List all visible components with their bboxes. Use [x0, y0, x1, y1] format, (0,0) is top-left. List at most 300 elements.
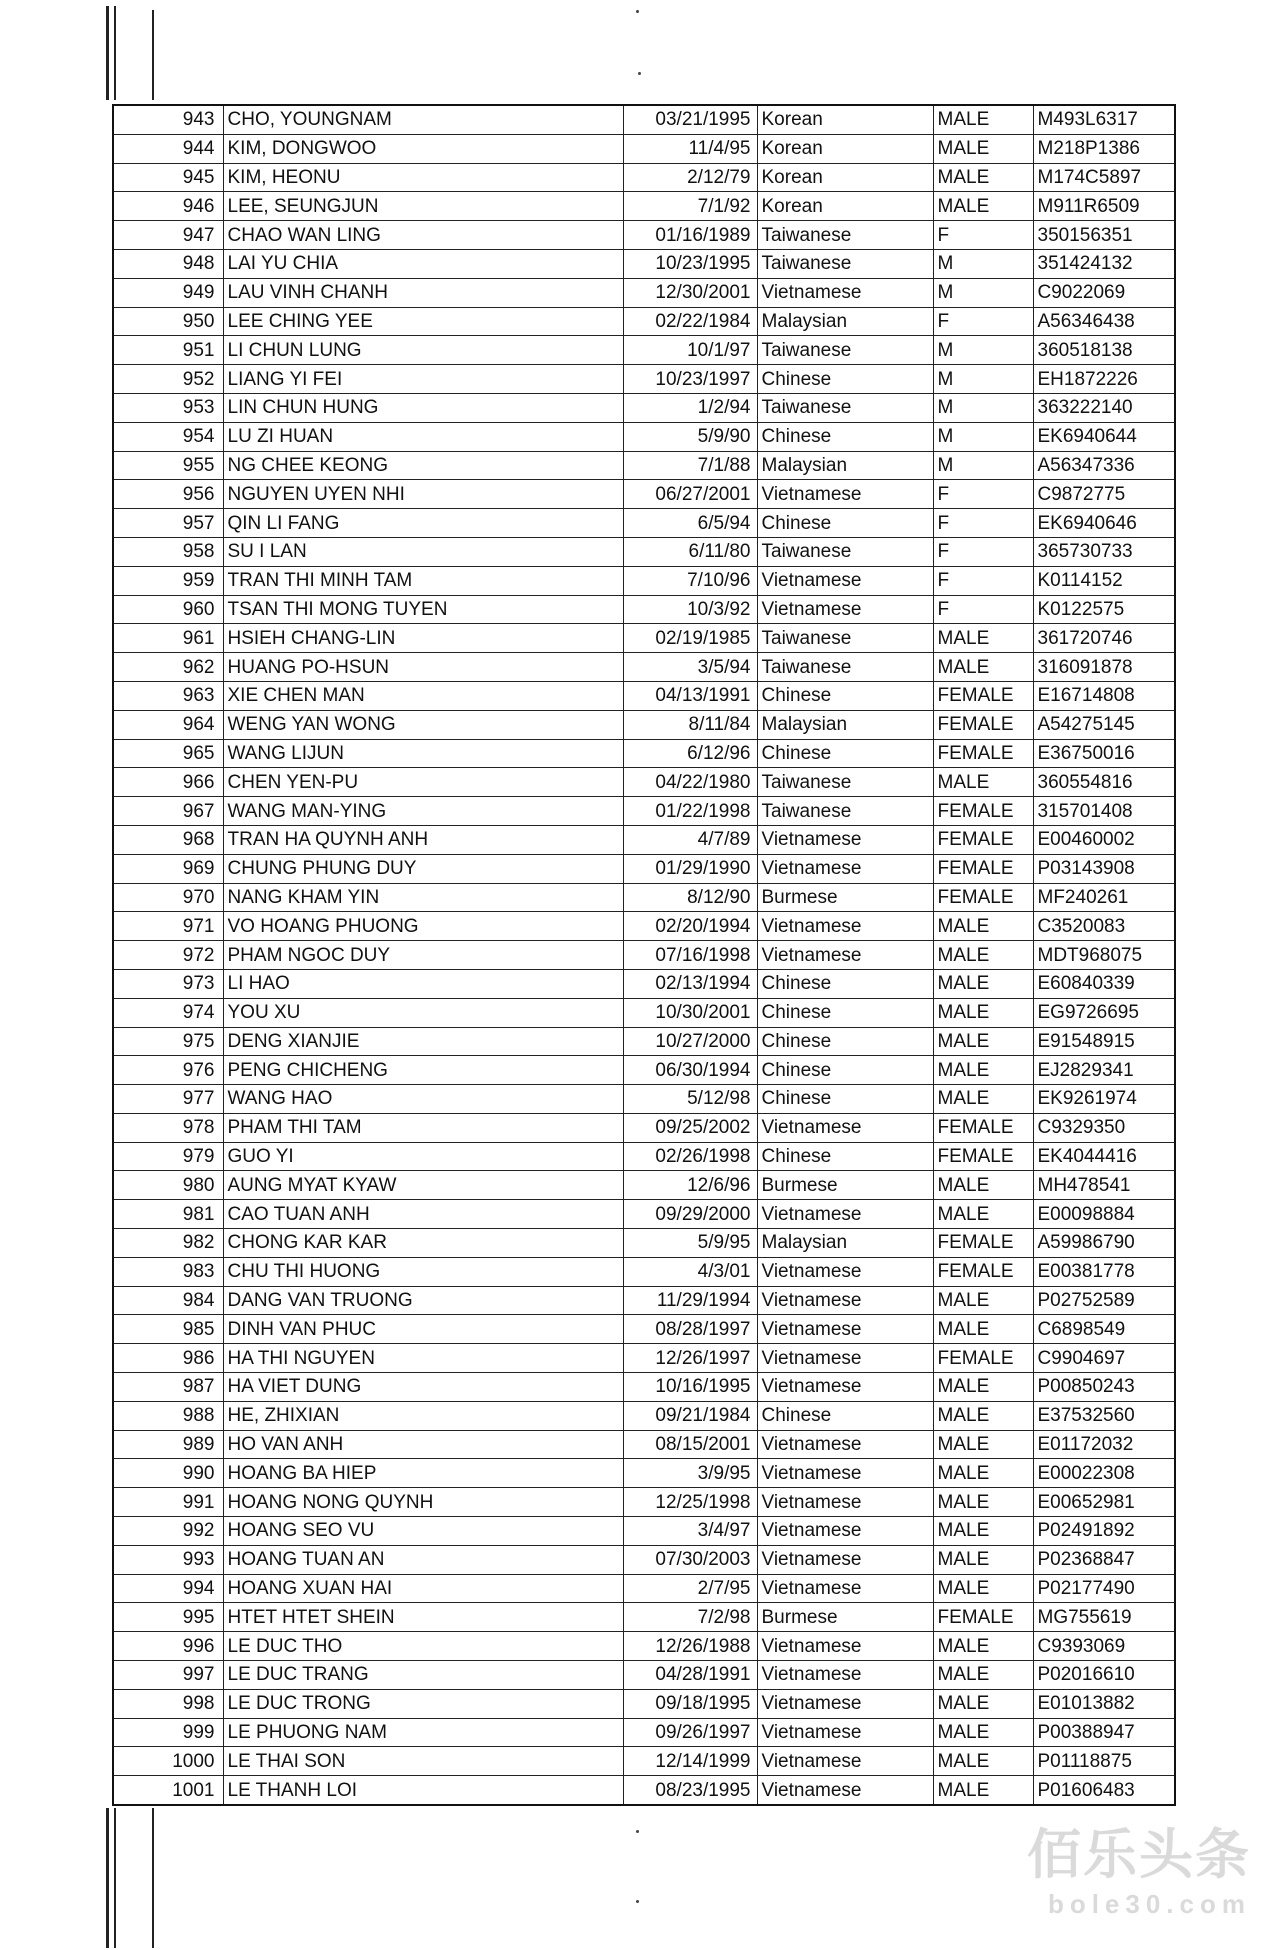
table-row — [113, 1027, 1175, 1056]
sex-cell: MALE — [933, 941, 1033, 970]
table-row — [113, 249, 1175, 278]
passport-number-cell: EG9726695 — [1033, 998, 1175, 1027]
nationality-cell: Vietnamese — [757, 1545, 933, 1574]
date-of-birth-cell: 8/11/84 — [623, 710, 757, 739]
row-number-cell: 975 — [113, 1027, 223, 1056]
date-of-birth-cell: 09/21/1984 — [623, 1401, 757, 1430]
date-of-birth-cell: 02/19/1985 — [623, 624, 757, 653]
passport-number-cell: A59986790 — [1033, 1229, 1175, 1258]
nationality-cell: Vietnamese — [757, 912, 933, 941]
person-name-cell: HO VAN ANH — [223, 1430, 623, 1459]
person-name-cell: CHUNG PHUNG DUY — [223, 854, 623, 883]
date-of-birth-cell: 08/15/2001 — [623, 1430, 757, 1459]
sex-cell: MALE — [933, 1459, 1033, 1488]
sex-cell: MALE — [933, 768, 1033, 797]
row-number-cell: 978 — [113, 1113, 223, 1142]
sex-cell: FEMALE — [933, 883, 1033, 912]
nationality-cell: Chinese — [757, 1027, 933, 1056]
table-body — [113, 105, 1175, 1805]
date-of-birth-cell: 03/21/1995 — [623, 105, 757, 134]
table-row — [113, 1776, 1175, 1805]
table-row — [113, 393, 1175, 422]
row-number-cell: 967 — [113, 797, 223, 826]
row-number-cell: 986 — [113, 1344, 223, 1373]
person-name-cell: HE, ZHIXIAN — [223, 1401, 623, 1430]
sex-cell: FEMALE — [933, 1142, 1033, 1171]
table-row — [113, 1689, 1175, 1718]
sex-cell: FEMALE — [933, 1229, 1033, 1258]
sex-cell: MALE — [933, 1171, 1033, 1200]
table-row — [113, 1401, 1175, 1430]
sex-cell: MALE — [933, 1430, 1033, 1459]
row-number-cell: 985 — [113, 1315, 223, 1344]
table-row — [113, 825, 1175, 854]
passport-number-cell: 315701408 — [1033, 797, 1175, 826]
nationality-cell: Burmese — [757, 883, 933, 912]
date-of-birth-cell: 10/23/1997 — [623, 365, 757, 394]
date-of-birth-cell: 12/6/96 — [623, 1171, 757, 1200]
sex-cell: F — [933, 595, 1033, 624]
binding-mark — [152, 10, 154, 100]
row-number-cell: 960 — [113, 595, 223, 624]
date-of-birth-cell: 6/12/96 — [623, 739, 757, 768]
person-name-cell: WENG YAN WONG — [223, 710, 623, 739]
nationality-cell: Vietnamese — [757, 595, 933, 624]
nationality-cell: Chinese — [757, 365, 933, 394]
scan-speck — [636, 10, 639, 13]
passenger-list-table — [112, 104, 1176, 1806]
table-row — [113, 192, 1175, 221]
date-of-birth-cell: 5/9/95 — [623, 1229, 757, 1258]
sex-cell: MALE — [933, 1661, 1033, 1690]
row-number-cell: 947 — [113, 221, 223, 250]
sex-cell: F — [933, 537, 1033, 566]
sex-cell: M — [933, 336, 1033, 365]
sex-cell: MALE — [933, 1056, 1033, 1085]
date-of-birth-cell: 7/2/98 — [623, 1603, 757, 1632]
date-of-birth-cell: 12/30/2001 — [623, 278, 757, 307]
row-number-cell: 969 — [113, 854, 223, 883]
date-of-birth-cell: 8/12/90 — [623, 883, 757, 912]
row-number-cell: 996 — [113, 1632, 223, 1661]
nationality-cell: Korean — [757, 192, 933, 221]
table-row — [113, 1315, 1175, 1344]
nationality-cell: Vietnamese — [757, 854, 933, 883]
row-number-cell: 962 — [113, 653, 223, 682]
passport-number-cell: E36750016 — [1033, 739, 1175, 768]
row-number-cell: 982 — [113, 1229, 223, 1258]
date-of-birth-cell: 1/2/94 — [623, 393, 757, 422]
row-number-cell: 997 — [113, 1661, 223, 1690]
scan-speck — [636, 1900, 639, 1903]
date-of-birth-cell: 01/22/1998 — [623, 797, 757, 826]
date-of-birth-cell: 07/30/2003 — [623, 1545, 757, 1574]
sex-cell: MALE — [933, 653, 1033, 682]
passport-number-cell: EK9261974 — [1033, 1085, 1175, 1114]
sex-cell: F — [933, 509, 1033, 538]
binding-mark — [106, 1808, 109, 1948]
row-number-cell: 981 — [113, 1200, 223, 1229]
table-row — [113, 653, 1175, 682]
passport-number-cell: P00388947 — [1033, 1718, 1175, 1747]
row-number-cell: 983 — [113, 1257, 223, 1286]
passport-number-cell: E00460002 — [1033, 825, 1175, 854]
nationality-cell: Chinese — [757, 1401, 933, 1430]
row-number-cell: 971 — [113, 912, 223, 941]
table-row — [113, 624, 1175, 653]
date-of-birth-cell: 02/26/1998 — [623, 1142, 757, 1171]
date-of-birth-cell: 3/4/97 — [623, 1517, 757, 1546]
table-row — [113, 451, 1175, 480]
date-of-birth-cell: 11/29/1994 — [623, 1286, 757, 1315]
table-row — [113, 883, 1175, 912]
sex-cell: MALE — [933, 1689, 1033, 1718]
table-row — [113, 480, 1175, 509]
table-row — [113, 912, 1175, 941]
date-of-birth-cell: 3/5/94 — [623, 653, 757, 682]
date-of-birth-cell: 5/9/90 — [623, 422, 757, 451]
sex-cell: MALE — [933, 1401, 1033, 1430]
row-number-cell: 945 — [113, 163, 223, 192]
passport-number-cell: EK6940646 — [1033, 509, 1175, 538]
row-number-cell: 1001 — [113, 1776, 223, 1805]
person-name-cell: PHAM THI TAM — [223, 1113, 623, 1142]
passport-number-cell: 360554816 — [1033, 768, 1175, 797]
table-row — [113, 1286, 1175, 1315]
table-row — [113, 278, 1175, 307]
nationality-cell: Vietnamese — [757, 1459, 933, 1488]
row-number-cell: 953 — [113, 393, 223, 422]
row-number-cell: 993 — [113, 1545, 223, 1574]
person-name-cell: XIE CHEN MAN — [223, 681, 623, 710]
row-number-cell: 968 — [113, 825, 223, 854]
table-row — [113, 336, 1175, 365]
date-of-birth-cell: 7/10/96 — [623, 566, 757, 595]
table-row — [113, 1747, 1175, 1776]
nationality-cell: Vietnamese — [757, 1113, 933, 1142]
person-name-cell: CHO, YOUNGNAM — [223, 105, 623, 134]
nationality-cell: Burmese — [757, 1603, 933, 1632]
table-row — [113, 1574, 1175, 1603]
row-number-cell: 952 — [113, 365, 223, 394]
row-number-cell: 1000 — [113, 1747, 223, 1776]
person-name-cell: LAU VINH CHANH — [223, 278, 623, 307]
person-name-cell: TSAN THI MONG TUYEN — [223, 595, 623, 624]
person-name-cell: LI HAO — [223, 969, 623, 998]
passport-number-cell: 360518138 — [1033, 336, 1175, 365]
passport-number-cell: C6898549 — [1033, 1315, 1175, 1344]
table-row — [113, 1373, 1175, 1402]
sex-cell: MALE — [933, 192, 1033, 221]
sex-cell: MALE — [933, 134, 1033, 163]
table-row — [113, 422, 1175, 451]
passport-number-cell: EH1872226 — [1033, 365, 1175, 394]
table-row — [113, 1632, 1175, 1661]
table-row — [113, 1459, 1175, 1488]
passport-number-cell: 350156351 — [1033, 221, 1175, 250]
passport-number-cell: A56346438 — [1033, 307, 1175, 336]
row-number-cell: 999 — [113, 1718, 223, 1747]
table-row — [113, 105, 1175, 134]
row-number-cell: 995 — [113, 1603, 223, 1632]
person-name-cell: PHAM NGOC DUY — [223, 941, 623, 970]
row-number-cell: 976 — [113, 1056, 223, 1085]
date-of-birth-cell: 3/9/95 — [623, 1459, 757, 1488]
nationality-cell: Vietnamese — [757, 1373, 933, 1402]
passport-number-cell: M174C5897 — [1033, 163, 1175, 192]
date-of-birth-cell: 12/26/1997 — [623, 1344, 757, 1373]
passport-number-cell: P02491892 — [1033, 1517, 1175, 1546]
passport-number-cell: E01013882 — [1033, 1689, 1175, 1718]
passport-number-cell: P03143908 — [1033, 854, 1175, 883]
watermark-sub: bole30.com — [1047, 1889, 1251, 1919]
person-name-cell: HOANG NONG QUYNH — [223, 1488, 623, 1517]
sex-cell: MALE — [933, 1517, 1033, 1546]
person-name-cell: LI CHUN LUNG — [223, 336, 623, 365]
sex-cell: M — [933, 451, 1033, 480]
sex-cell: MALE — [933, 969, 1033, 998]
date-of-birth-cell: 02/20/1994 — [623, 912, 757, 941]
nationality-cell: Malaysian — [757, 307, 933, 336]
date-of-birth-cell: 09/29/2000 — [623, 1200, 757, 1229]
passport-number-cell: M493L6317 — [1033, 105, 1175, 134]
sex-cell: M — [933, 422, 1033, 451]
row-number-cell: 951 — [113, 336, 223, 365]
row-number-cell: 954 — [113, 422, 223, 451]
sex-cell: F — [933, 480, 1033, 509]
passport-number-cell: MG755619 — [1033, 1603, 1175, 1632]
person-name-cell: LU ZI HUAN — [223, 422, 623, 451]
person-name-cell: LEE CHING YEE — [223, 307, 623, 336]
passport-number-cell: P02368847 — [1033, 1545, 1175, 1574]
passport-number-cell: EK4044416 — [1033, 1142, 1175, 1171]
row-number-cell: 956 — [113, 480, 223, 509]
sex-cell: MALE — [933, 1027, 1033, 1056]
date-of-birth-cell: 12/14/1999 — [623, 1747, 757, 1776]
person-name-cell: QIN LI FANG — [223, 509, 623, 538]
date-of-birth-cell: 10/1/97 — [623, 336, 757, 365]
table-row — [113, 1171, 1175, 1200]
row-number-cell: 970 — [113, 883, 223, 912]
scan-speck — [636, 1830, 639, 1833]
row-number-cell: 958 — [113, 537, 223, 566]
sex-cell: FEMALE — [933, 710, 1033, 739]
sex-cell: FEMALE — [933, 681, 1033, 710]
nationality-cell: Taiwanese — [757, 537, 933, 566]
table-row — [113, 1200, 1175, 1229]
date-of-birth-cell: 10/30/2001 — [623, 998, 757, 1027]
row-number-cell: 966 — [113, 768, 223, 797]
nationality-cell: Vietnamese — [757, 1257, 933, 1286]
row-number-cell: 944 — [113, 134, 223, 163]
table-row — [113, 1056, 1175, 1085]
sex-cell: FEMALE — [933, 1113, 1033, 1142]
person-name-cell: HA THI NGUYEN — [223, 1344, 623, 1373]
watermark-main: 佰乐头条 — [1027, 1825, 1251, 1885]
table-row — [113, 365, 1175, 394]
row-number-cell: 980 — [113, 1171, 223, 1200]
passport-number-cell: 361720746 — [1033, 624, 1175, 653]
nationality-cell: Vietnamese — [757, 1200, 933, 1229]
scan-speck — [638, 72, 641, 75]
nationality-cell: Vietnamese — [757, 1315, 933, 1344]
passport-number-cell: E91548915 — [1033, 1027, 1175, 1056]
date-of-birth-cell: 7/1/92 — [623, 192, 757, 221]
date-of-birth-cell: 08/23/1995 — [623, 1776, 757, 1805]
person-name-cell: HOANG TUAN AN — [223, 1545, 623, 1574]
date-of-birth-cell: 10/16/1995 — [623, 1373, 757, 1402]
passport-number-cell: K0122575 — [1033, 595, 1175, 624]
date-of-birth-cell: 01/29/1990 — [623, 854, 757, 883]
date-of-birth-cell: 07/16/1998 — [623, 941, 757, 970]
passport-number-cell: E00652981 — [1033, 1488, 1175, 1517]
nationality-cell: Vietnamese — [757, 1286, 933, 1315]
nationality-cell: Chinese — [757, 681, 933, 710]
date-of-birth-cell: 08/28/1997 — [623, 1315, 757, 1344]
sex-cell: MALE — [933, 998, 1033, 1027]
person-name-cell: LE DUC THO — [223, 1632, 623, 1661]
passport-number-cell: E16714808 — [1033, 681, 1175, 710]
passport-number-cell: P02016610 — [1033, 1661, 1175, 1690]
date-of-birth-cell: 06/27/2001 — [623, 480, 757, 509]
passport-number-cell: 363222140 — [1033, 393, 1175, 422]
row-number-cell: 974 — [113, 998, 223, 1027]
passport-number-cell: P02177490 — [1033, 1574, 1175, 1603]
person-name-cell: LIANG YI FEI — [223, 365, 623, 394]
row-number-cell: 989 — [113, 1430, 223, 1459]
nationality-cell: Vietnamese — [757, 1747, 933, 1776]
passport-number-cell: M911R6509 — [1033, 192, 1175, 221]
table-row — [113, 134, 1175, 163]
sex-cell: FEMALE — [933, 797, 1033, 826]
table-row — [113, 1257, 1175, 1286]
nationality-cell: Chinese — [757, 1085, 933, 1114]
table-row — [113, 537, 1175, 566]
sex-cell: M — [933, 278, 1033, 307]
nationality-cell: Vietnamese — [757, 480, 933, 509]
table-row — [113, 797, 1175, 826]
row-number-cell: 949 — [113, 278, 223, 307]
table-row — [113, 221, 1175, 250]
row-number-cell: 959 — [113, 566, 223, 595]
person-name-cell: LE THANH LOI — [223, 1776, 623, 1805]
table-row — [113, 1545, 1175, 1574]
person-name-cell: WANG LIJUN — [223, 739, 623, 768]
nationality-cell: Chinese — [757, 1142, 933, 1171]
person-name-cell: HTET HTET SHEIN — [223, 1603, 623, 1632]
nationality-cell: Vietnamese — [757, 278, 933, 307]
date-of-birth-cell: 09/18/1995 — [623, 1689, 757, 1718]
nationality-cell: Chinese — [757, 739, 933, 768]
binding-mark — [152, 1808, 154, 1948]
passport-number-cell: C9872775 — [1033, 480, 1175, 509]
watermark — [1027, 1812, 1251, 1920]
table-row — [113, 566, 1175, 595]
sex-cell: MALE — [933, 912, 1033, 941]
passport-number-cell: P01606483 — [1033, 1776, 1175, 1805]
row-number-cell: 946 — [113, 192, 223, 221]
table-row — [113, 998, 1175, 1027]
nationality-cell: Vietnamese — [757, 1632, 933, 1661]
sex-cell: FEMALE — [933, 1257, 1033, 1286]
table-row — [113, 307, 1175, 336]
row-number-cell: 948 — [113, 249, 223, 278]
nationality-cell: Vietnamese — [757, 1574, 933, 1603]
person-name-cell: HUANG PO-HSUN — [223, 653, 623, 682]
passport-number-cell: 316091878 — [1033, 653, 1175, 682]
table-row — [113, 1085, 1175, 1114]
person-name-cell: DENG XIANJIE — [223, 1027, 623, 1056]
person-name-cell: HA VIET DUNG — [223, 1373, 623, 1402]
date-of-birth-cell: 11/4/95 — [623, 134, 757, 163]
nationality-cell: Malaysian — [757, 1229, 933, 1258]
passport-number-cell: C9022069 — [1033, 278, 1175, 307]
person-name-cell: LE DUC TRANG — [223, 1661, 623, 1690]
nationality-cell: Vietnamese — [757, 1344, 933, 1373]
date-of-birth-cell: 5/12/98 — [623, 1085, 757, 1114]
passport-number-cell: P02752589 — [1033, 1286, 1175, 1315]
table-row — [113, 1344, 1175, 1373]
binding-mark — [114, 1808, 116, 1948]
passport-number-cell: E00022308 — [1033, 1459, 1175, 1488]
binding-mark — [106, 6, 109, 100]
date-of-birth-cell: 6/11/80 — [623, 537, 757, 566]
sex-cell: MALE — [933, 1718, 1033, 1747]
date-of-birth-cell: 7/1/88 — [623, 451, 757, 480]
person-name-cell: CHONG KAR KAR — [223, 1229, 623, 1258]
passport-number-cell: C9329350 — [1033, 1113, 1175, 1142]
person-name-cell: TRAN THI MINH TAM — [223, 566, 623, 595]
row-number-cell: 977 — [113, 1085, 223, 1114]
person-name-cell: HOANG XUAN HAI — [223, 1574, 623, 1603]
passport-number-cell: P00850243 — [1033, 1373, 1175, 1402]
row-number-cell: 964 — [113, 710, 223, 739]
table-row — [113, 509, 1175, 538]
table-row — [113, 941, 1175, 970]
sex-cell: FEMALE — [933, 1603, 1033, 1632]
date-of-birth-cell: 02/22/1984 — [623, 307, 757, 336]
sex-cell: M — [933, 365, 1033, 394]
sex-cell: MALE — [933, 1545, 1033, 1574]
person-name-cell: CAO TUAN ANH — [223, 1200, 623, 1229]
nationality-cell: Chinese — [757, 998, 933, 1027]
date-of-birth-cell: 10/23/1995 — [623, 249, 757, 278]
passport-number-cell: A56347336 — [1033, 451, 1175, 480]
table-row — [113, 969, 1175, 998]
nationality-cell: Vietnamese — [757, 1689, 933, 1718]
person-name-cell: NGUYEN UYEN NHI — [223, 480, 623, 509]
person-name-cell: CHAO WAN LING — [223, 221, 623, 250]
person-name-cell: LE DUC TRONG — [223, 1689, 623, 1718]
person-name-cell: CHEN YEN-PU — [223, 768, 623, 797]
table-row — [113, 739, 1175, 768]
passport-number-cell: M218P1386 — [1033, 134, 1175, 163]
sex-cell: MALE — [933, 1632, 1033, 1661]
sex-cell: FEMALE — [933, 1344, 1033, 1373]
date-of-birth-cell: 10/3/92 — [623, 595, 757, 624]
passport-number-cell: E37532560 — [1033, 1401, 1175, 1430]
table-row — [113, 854, 1175, 883]
sex-cell: MALE — [933, 163, 1033, 192]
date-of-birth-cell: 02/13/1994 — [623, 969, 757, 998]
passport-number-cell: MDT968075 — [1033, 941, 1175, 970]
nationality-cell: Vietnamese — [757, 1517, 933, 1546]
person-name-cell: VO HOANG PHUONG — [223, 912, 623, 941]
nationality-cell: Chinese — [757, 509, 933, 538]
nationality-cell: Vietnamese — [757, 1430, 933, 1459]
person-name-cell: KIM, DONGWOO — [223, 134, 623, 163]
nationality-cell: Vietnamese — [757, 825, 933, 854]
